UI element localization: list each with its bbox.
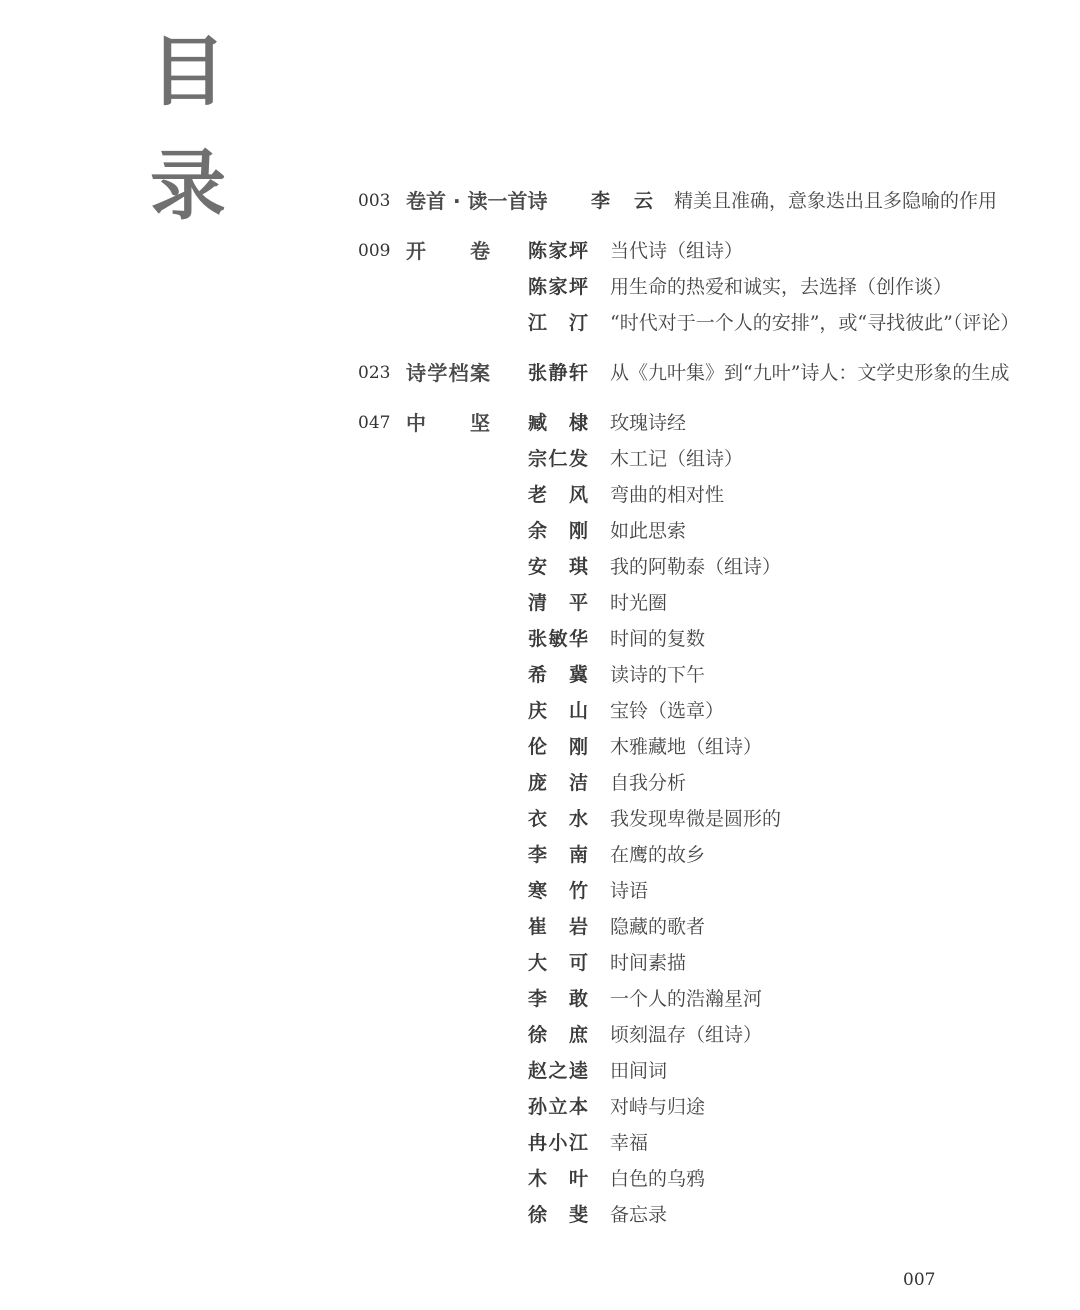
section-title: 开卷 — [406, 239, 490, 263]
work-title: 时间素描 — [610, 952, 687, 974]
work-title: 对峙与归途 — [610, 1096, 706, 1118]
work-title: “时代对于一个人的安排”，或“寻找彼此”（评论） — [610, 312, 1020, 334]
work-title: 隐藏的歌者 — [610, 916, 706, 938]
work-title: 自我分析 — [610, 772, 687, 794]
author-name: 余刚 — [528, 520, 588, 542]
section-title: 诗学档案 — [406, 361, 490, 385]
section-title: 中坚 — [406, 411, 490, 435]
author-name: 木叶 — [528, 1168, 588, 1190]
author-name: 清平 — [528, 592, 588, 614]
author-name: 安琪 — [528, 556, 588, 578]
work-title: 精美且准确，意象迭出且多隐喻的作用 — [674, 190, 998, 212]
work-title: 田间词 — [610, 1060, 668, 1082]
author-name: 崔岩 — [528, 916, 588, 938]
work-title: 当代诗（组诗） — [610, 240, 744, 262]
author-name: 大可 — [528, 952, 588, 974]
author-name: 孙立本 — [528, 1096, 588, 1118]
work-title: 弯曲的相对性 — [610, 484, 725, 506]
work-title: 诗语 — [610, 880, 649, 902]
author-name: 李敢 — [528, 988, 588, 1010]
author-name: 宗仁发 — [528, 448, 588, 470]
section-title: 卷首 · 读一首诗 — [406, 189, 548, 213]
work-title: 木工记（组诗） — [610, 448, 744, 470]
title-char-mu: 目 — [150, 27, 226, 116]
work-title: 如此思索 — [610, 520, 687, 542]
author-name: 张敏华 — [528, 628, 588, 650]
work-title: 在鹰的故乡 — [610, 844, 706, 866]
work-title: 木雅藏地（组诗） — [610, 736, 763, 758]
page-number: 023 — [358, 363, 391, 383]
work-title: 顷刻温存（组诗） — [610, 1024, 763, 1046]
work-title: 玫瑰诗经 — [610, 412, 687, 434]
author-name: 衣水 — [528, 808, 588, 830]
work-title: 白色的乌鸦 — [610, 1168, 706, 1190]
author-name: 陈家坪 — [528, 240, 588, 262]
author-name: 赵之逵 — [528, 1060, 588, 1082]
page-number: 009 — [358, 241, 391, 261]
author-name: 李 云 — [591, 190, 653, 212]
work-title: 一个人的浩瀚星河 — [610, 988, 763, 1010]
author-name: 寒竹 — [528, 880, 588, 902]
author-name: 希冀 — [528, 664, 588, 686]
work-title: 用生命的热爱和诚实，去选择（创作谈） — [610, 276, 953, 298]
work-title: 时光圈 — [610, 592, 668, 614]
author-name: 李南 — [528, 844, 588, 866]
author-name: 老风 — [528, 484, 588, 506]
title-char-lu: 录 — [150, 141, 226, 230]
work-title: 宝铃（选章） — [610, 700, 725, 722]
work-title: 我发现卑微是圆形的 — [610, 808, 782, 830]
work-title: 从《九叶集》到“九叶”诗人：文学史形象的生成 — [610, 362, 1010, 384]
author-name: 张静轩 — [528, 362, 588, 384]
work-title: 我的阿勒泰（组诗） — [610, 556, 782, 578]
work-title: 读诗的下午 — [610, 664, 706, 686]
work-title: 备忘录 — [610, 1204, 668, 1226]
page-number: 003 — [358, 191, 391, 211]
author-name: 冉小江 — [528, 1132, 588, 1154]
author-name: 陈家坪 — [528, 276, 588, 298]
page-number: 047 — [358, 413, 391, 433]
page-folio: 007 — [903, 1270, 936, 1290]
author-name: 徐庶 — [528, 1024, 588, 1046]
author-name: 庆山 — [528, 700, 588, 722]
work-title: 幸福 — [610, 1132, 649, 1154]
author-name: 徐斐 — [528, 1204, 588, 1226]
author-name: 伦刚 — [528, 736, 588, 758]
author-name: 庞洁 — [528, 772, 588, 794]
author-name: 江汀 — [528, 312, 588, 334]
author-name: 臧棣 — [528, 412, 588, 434]
work-title: 时间的复数 — [610, 628, 706, 650]
